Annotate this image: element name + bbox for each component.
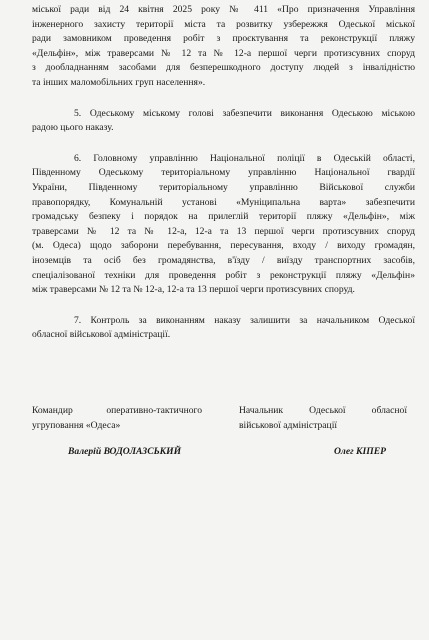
- text-line: 6. Головному управлінню Національної поліції в Одеській області,: [74, 152, 415, 164]
- text-line: Командир оперативно-тактичного: [32, 405, 202, 416]
- left-signatory-title: [32, 404, 212, 433]
- text-line: (м. Одеса) щодо заборони перебування, пересування, входу / виходу громадян,: [32, 240, 415, 252]
- text-line: ради замовником проведення робіт з проєктування та реконструкції пляжу: [32, 33, 415, 45]
- text-line: 7. Контроль за виконанням наказу залишити за начальником Одеської: [74, 314, 415, 326]
- left-signatory-name: Валерій ВОДОЛАЗСЬКИЙ: [68, 446, 182, 457]
- paragraph-4-continuation: [32, 3, 415, 91]
- text-line: Начальник Одеської обласної: [239, 405, 407, 416]
- text-line: інженерного захисту території міста та розвитку узбережжя Одеської міської: [32, 18, 415, 30]
- text-line: спеціалізованої техніки для проведення робіт з реконструкції пляжу «Дельфін»: [32, 269, 415, 281]
- text-line: громадську безпеку і порядок на прилеглій території пляжу «Дельфін», між: [32, 211, 415, 223]
- text-line: України, Південному територіальному управлінню Військової служби: [32, 181, 415, 193]
- text-line: та інших маломобільних груп населення».: [32, 76, 206, 88]
- text-line: між траверсами № 12 та № 12-а, 12-а та 13 першої черги протизсувних споруд.: [32, 284, 355, 296]
- text-line: правопорядку, Комунальній установі «Муніципальна варта» забезпечити: [32, 196, 415, 208]
- paragraph-7: [32, 314, 415, 343]
- text-line: іноземців та осіб без громадянства, в'їзду / виїзду транспортних засобів,: [32, 254, 415, 266]
- text-line: з дообладнанням засобами для безперешкодного доступу людей з інвалідністю: [32, 62, 415, 74]
- right-signatory-name: Олег КІПЕР: [334, 446, 387, 457]
- text-line: Південному Одеському територіальному управлінню Національної гвардії: [32, 167, 415, 179]
- paragraph-6: [32, 152, 415, 298]
- text-line: угруповання «Одеса»: [32, 419, 121, 431]
- paragraph-5: [32, 107, 415, 136]
- text-line: траверсами № 12 та № 12-а, 12-а та 13 першої черги протизсувних споруд: [32, 225, 415, 237]
- text-line: обласної військової адміністрації.: [32, 329, 171, 341]
- text-line: військової адміністрації: [239, 419, 338, 431]
- right-signatory-title: [239, 404, 415, 433]
- text-line: міської ради від 24 квітня 2025 року № 411 «Про призначення Управління: [32, 4, 415, 15]
- text-line: 5. Одеському міському голові забезпечити виконання Одеською міською: [74, 107, 415, 119]
- text-line: радою цього наказу.: [32, 122, 114, 134]
- text-line: «Дельфін», між траверсами № 12 та № 12-а першої черги протизсувних споруд: [32, 47, 415, 59]
